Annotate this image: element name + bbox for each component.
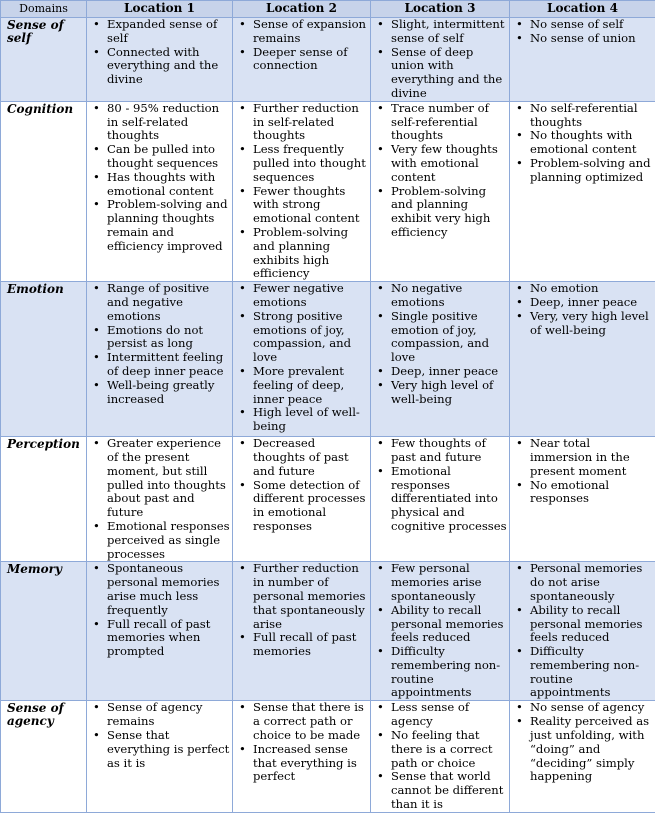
list-item: • Personal memories do not arise spontaneously xyxy=(510,562,655,603)
list-item: • Connected with everything and the divine xyxy=(87,46,232,87)
cell-location-2 xyxy=(233,18,371,102)
list-item: • Increased sense that everything is perfect xyxy=(233,743,370,784)
domain-label: Memory xyxy=(1,562,87,701)
list-item: • Sense of expansion remains xyxy=(233,18,370,46)
list-item: • Some detection of different processes in emotional responses xyxy=(233,479,370,534)
cell-location-1 xyxy=(87,18,233,102)
header-location-1: Location 1 xyxy=(87,1,233,18)
list-item: • Deep, inner peace xyxy=(510,296,655,310)
cell-location-2 xyxy=(233,437,371,562)
cell-location-4 xyxy=(510,101,655,281)
row-memory xyxy=(1,562,655,701)
bullet-list xyxy=(510,282,655,337)
list-item: • Intermittent feeling of deep inner peace xyxy=(87,351,232,379)
list-item: • Emotions do not persist as long xyxy=(87,324,232,352)
cell-location-4 xyxy=(510,437,655,562)
list-item: • Ability to recall personal memories feels reduced xyxy=(371,604,509,645)
list-item: • Very high level of well-being xyxy=(371,379,509,407)
cell-location-2 xyxy=(233,562,371,701)
domain-label: Cognition xyxy=(1,101,87,281)
cell-location-1 xyxy=(87,562,233,701)
list-item: • Deep, inner peace xyxy=(371,365,509,379)
list-item: • Range of positive and negative emotions xyxy=(87,282,232,323)
bullet-list xyxy=(371,102,509,240)
cell-location-1 xyxy=(87,282,233,437)
list-item: • No emotion xyxy=(510,282,655,296)
list-item: • Single positive emotion of joy, compassion, and love xyxy=(371,310,509,365)
bullet-list xyxy=(233,18,370,73)
list-item: • Further reduction in self-related thoughts xyxy=(233,102,370,143)
cell-location-4 xyxy=(510,701,655,812)
list-item: • Decreased thoughts of past and future xyxy=(233,437,370,478)
row-emotion xyxy=(1,282,655,437)
list-item: • Full recall of past memories when prompted xyxy=(87,618,232,659)
domain-label: Sense of self xyxy=(1,18,87,102)
bullet-list xyxy=(510,562,655,700)
domain-label: Perception xyxy=(1,437,87,562)
list-item: • No sense of self xyxy=(510,18,655,32)
list-item: • No thoughts with emotional content xyxy=(510,129,655,157)
list-item: • No negative emotions xyxy=(371,282,509,310)
cell-location-2 xyxy=(233,701,371,812)
list-item: • No self-referential thoughts xyxy=(510,102,655,130)
list-item: • Well-being greatly increased xyxy=(87,379,232,407)
list-item: • Sense of deep union with everything and the divine xyxy=(371,46,509,101)
list-item: • Near total immersion in the present moment xyxy=(510,437,655,478)
list-item: • Emotional responses perceived as single processes xyxy=(87,520,232,561)
row-cognition xyxy=(1,101,655,281)
bullet-list xyxy=(510,18,655,46)
list-item: • Few personal memories arise spontaneously xyxy=(371,562,509,603)
bullet-list xyxy=(87,437,232,561)
list-item: • 80 - 95% reduction in self-related thoughts xyxy=(87,102,232,143)
list-item: • No feeling that there is a correct path or choice xyxy=(371,729,509,770)
list-item: • No emotional responses xyxy=(510,479,655,507)
cell-location-1 xyxy=(87,701,233,812)
list-item: • Reality perceived as just unfolding, with “doing” and “deciding” simply happening xyxy=(510,715,655,784)
list-item: • Difficulty remembering non-routine appointments xyxy=(371,645,509,700)
list-item: • No sense of union xyxy=(510,32,655,46)
list-item: • No sense of agency xyxy=(510,701,655,715)
domain-label: Sense of agency xyxy=(1,701,87,812)
cell-location-3 xyxy=(371,562,510,701)
bullet-list xyxy=(510,102,655,185)
header-location-3: Location 3 xyxy=(371,1,510,18)
list-item: • Sense that world cannot be different than it is xyxy=(371,770,509,811)
list-item: • Deeper sense of connection xyxy=(233,46,370,74)
row-sense-of-self xyxy=(1,18,655,102)
cell-location-3 xyxy=(371,437,510,562)
cell-location-3 xyxy=(371,101,510,281)
list-item: • Problem-solving and planning optimized xyxy=(510,157,655,185)
bullet-list xyxy=(510,437,655,506)
list-item: • Full recall of past memories xyxy=(233,631,370,659)
bullet-list xyxy=(233,562,370,659)
row-sense-of-agency xyxy=(1,701,655,812)
bullet-list xyxy=(87,282,232,406)
list-item: • Can be pulled into thought sequences xyxy=(87,143,232,171)
list-item: • Slight, intermittent sense of self xyxy=(371,18,509,46)
list-item: • Expanded sense of self xyxy=(87,18,232,46)
row-perception xyxy=(1,437,655,562)
list-item: • Sense of agency remains xyxy=(87,701,232,729)
header-location-4: Location 4 xyxy=(510,1,655,18)
bullet-list xyxy=(87,562,232,659)
cell-location-1 xyxy=(87,101,233,281)
bullet-list xyxy=(371,18,509,101)
list-item: • Less frequently pulled into thought sequences xyxy=(233,143,370,184)
list-item: • Further reduction in number of personal memories that spontaneously arise xyxy=(233,562,370,631)
list-item: • Trace number of self-referential thoughts xyxy=(371,102,509,143)
list-item: • Fewer thoughts with strong emotional content xyxy=(233,185,370,226)
header-row xyxy=(1,1,655,18)
cell-location-4 xyxy=(510,282,655,437)
cell-location-4 xyxy=(510,562,655,701)
bullet-list xyxy=(87,18,232,87)
list-item: • Spontaneous personal memories arise much less frequently xyxy=(87,562,232,617)
bullet-list xyxy=(371,437,509,534)
bullet-list xyxy=(233,282,370,434)
bullet-list xyxy=(233,102,370,281)
list-item: • Problem-solving and planning exhibit very high efficiency xyxy=(371,185,509,240)
header-domains: Domains xyxy=(1,1,87,18)
bullet-list xyxy=(87,701,232,770)
domain-label: Emotion xyxy=(1,282,87,437)
bullet-list xyxy=(87,102,232,254)
list-item: • Few thoughts of past and future xyxy=(371,437,509,465)
cell-location-3 xyxy=(371,282,510,437)
cell-location-3 xyxy=(371,701,510,812)
list-item: • Very, very high level of well-being xyxy=(510,310,655,338)
list-item: • Sense that there is a correct path or choice to be made xyxy=(233,701,370,742)
header-location-2: Location 2 xyxy=(233,1,371,18)
bullet-list xyxy=(233,437,370,534)
bullet-list xyxy=(371,282,509,406)
bullet-list xyxy=(371,562,509,700)
cell-location-1 xyxy=(87,437,233,562)
list-item: • Ability to recall personal memories feels reduced xyxy=(510,604,655,645)
list-item: • Sense that everything is perfect as it is xyxy=(87,729,232,770)
list-item: • Problem-solving and planning exhibits high efficiency xyxy=(233,226,370,281)
list-item: • Greater experience of the present moment, but still pulled into thoughts about past and future xyxy=(87,437,232,520)
cell-location-2 xyxy=(233,282,371,437)
list-item: • Emotional responses differentiated into physical and cognitive processes xyxy=(371,465,509,534)
list-item: • Problem-solving and planning thoughts remain and efficiency improved xyxy=(87,198,232,253)
cell-location-4 xyxy=(510,18,655,102)
list-item: • Fewer negative emotions xyxy=(233,282,370,310)
bullet-list xyxy=(371,701,509,811)
cell-location-3 xyxy=(371,18,510,102)
list-item: • Very few thoughts with emotional content xyxy=(371,143,509,184)
list-item: • Has thoughts with emotional content xyxy=(87,171,232,199)
list-item: • Strong positive emotions of joy, compassion, and love xyxy=(233,310,370,365)
list-item: • Less sense of agency xyxy=(371,701,509,729)
list-item: • More prevalent feeling of deep, inner peace xyxy=(233,365,370,406)
list-item: • High level of well-being xyxy=(233,406,370,434)
list-item: • Difficulty remembering non-routine appointments xyxy=(510,645,655,700)
cell-location-2 xyxy=(233,101,371,281)
